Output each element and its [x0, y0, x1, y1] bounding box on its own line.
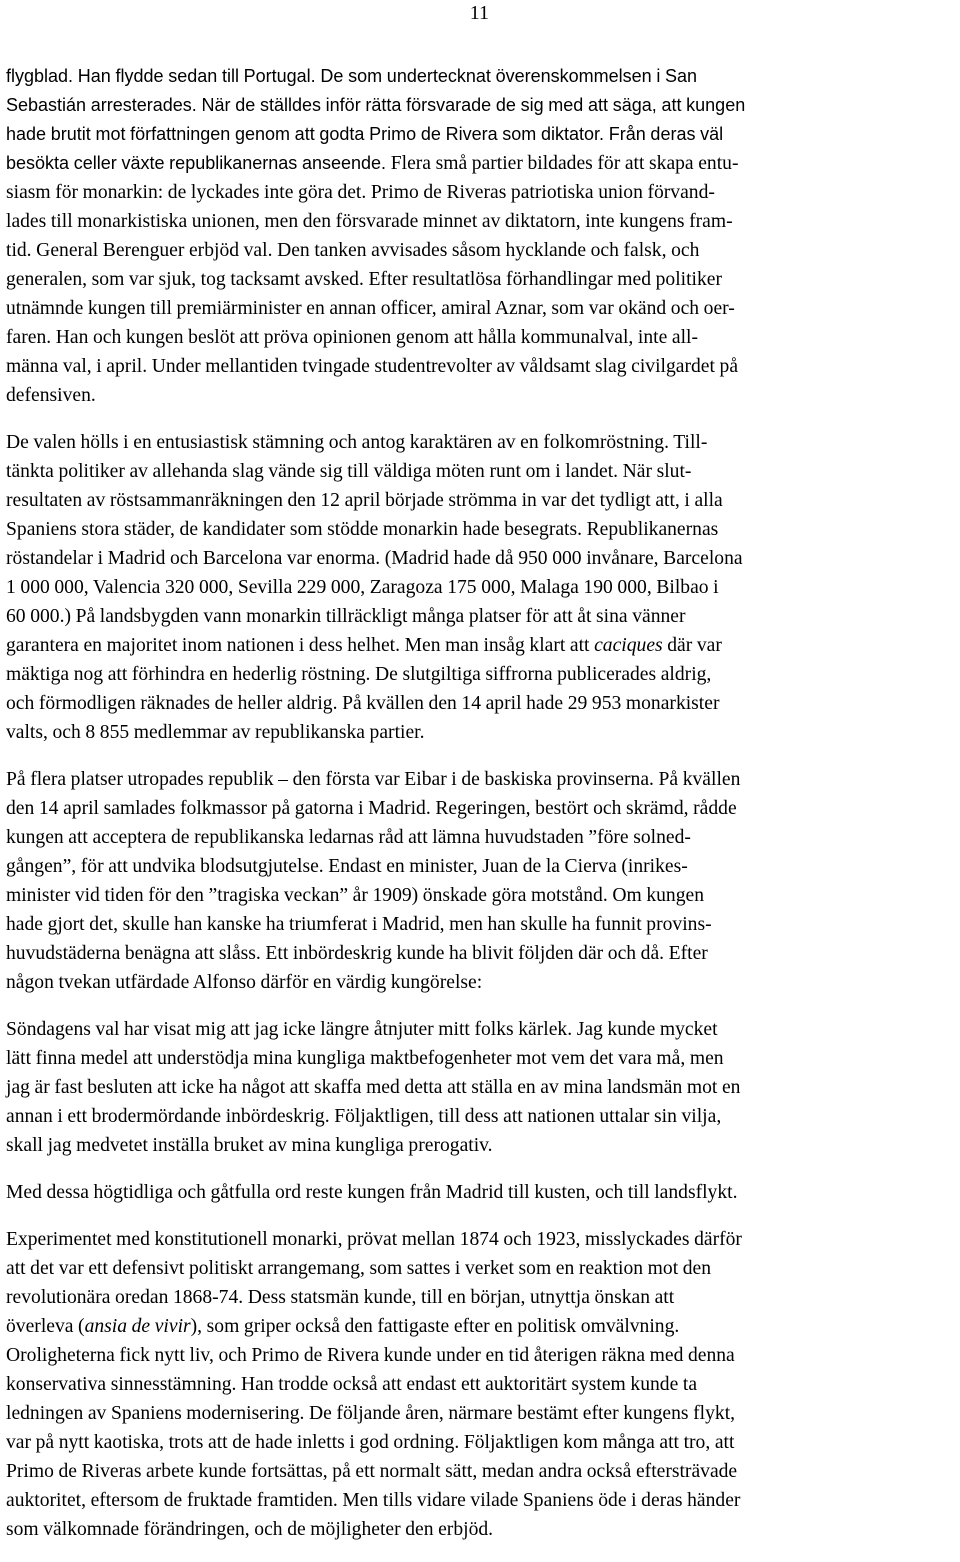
- text-segment: tänkta politiker av allehanda slag vände sig till väldiga möten runt om i landet. När slut-: [6, 461, 692, 482]
- text-line: [6, 1428, 954, 1457]
- text-line: [6, 1515, 954, 1544]
- text-line: [6, 515, 954, 544]
- text-segment: 60 000.) På landsbygden vann monarkin tillräckligt många platser för att åt sina vänner: [6, 606, 686, 627]
- text-line: [6, 381, 954, 410]
- text-segment: minister vid tiden för den ”tragiska veckan” år 1909) önskade göra motstånd. Om kungen: [6, 885, 705, 906]
- text-line: [6, 120, 954, 149]
- text-segment: Oroligheterna fick nytt liv, och Primo de Rivera kunde under en tid återigen räkna med denna: [6, 1345, 735, 1366]
- text-line: [6, 602, 954, 631]
- text-segment: hade gjort det, skulle han kanske ha triumferat i Madrid, men han skulle ha funnit provins-: [6, 914, 712, 935]
- text-line: [6, 457, 954, 486]
- text-line: [6, 881, 954, 910]
- text-segment: valts, och 8 855 medlemmar av republikanska partier.: [6, 722, 425, 743]
- text-segment: resultaten av röstsammanräkningen den 12 april började strömma in var det tydligt att, i alla: [6, 490, 723, 511]
- paragraph: [6, 1178, 954, 1207]
- paragraph: [6, 428, 954, 747]
- text-segment: utnämnde kungen till premiärminister en annan officer, amiral Aznar, som var okänd och oer-: [6, 298, 735, 319]
- text-line: [6, 1131, 954, 1160]
- page-number: 11: [469, 2, 489, 24]
- text-line: [6, 323, 954, 352]
- text-segment: hade brutit mot författningen genom att godta Primo de Rivera som diktator. Från deras väl: [6, 124, 724, 144]
- text-segment: 1 000 000, Valencia 320 000, Sevilla 229 000, Zaragoza 175 000, Malaga 190 000, Bilbao i: [6, 577, 719, 598]
- text-segment: skall jag medvetet inställa bruket av mina kungliga prerogativ.: [6, 1135, 493, 1156]
- text-segment: som välkomnade förändringen, och de möjligheter den erbjöd.: [6, 1519, 494, 1540]
- text-segment: någon tvekan utfärdade Alfonso därför en värdig kungörelse:: [6, 972, 483, 993]
- text-segment: där var: [662, 635, 722, 656]
- text-segment: lades till monarkistiska unionen, men den försvarade minnet av diktatorn, inte kungens fram-: [6, 211, 733, 232]
- text-line: [6, 689, 954, 718]
- text-line: [6, 1370, 954, 1399]
- text-line: [6, 428, 954, 457]
- text-segment: jag är fast besluten att icke ha något att skaffa med detta att ställa en av mina landsmän mot en: [6, 1077, 741, 1098]
- text-line: [6, 573, 954, 602]
- paragraph: [6, 62, 954, 410]
- text-line: [6, 1457, 954, 1486]
- text-line: [6, 178, 954, 207]
- text-segment: lätt finna medel att understödja mina kungliga maktbefogenheter mot vem det vara må, men: [6, 1048, 724, 1069]
- text-segment: revolutionära oredan 1868-74. Dess statsmän kunde, till en början, utnyttja önskan att: [6, 1287, 675, 1308]
- text-segment: var på nytt kaotiska, trots att de hade inletts i god ordning. Följaktligen kom många att tro, att: [6, 1432, 735, 1453]
- text-line: [6, 852, 954, 881]
- text-segment: På flera platser utropades republik – den första var Eibar i de baskiska provinserna. På kvällen: [6, 769, 741, 790]
- paragraph: [6, 1015, 954, 1160]
- text-segment: röstandelar i Madrid och Barcelona var enorma. (Madrid hade då 950 000 invånare, Barcelona: [6, 548, 743, 569]
- text-line: [6, 1178, 954, 1207]
- text-line: [6, 1044, 954, 1073]
- text-segment: och förmodligen räknades de heller aldrig. På kvällen den 14 april hade 29 953 monarkister: [6, 693, 720, 714]
- text-segment: den 14 april samlades folkmassor på gatorna i Madrid. Regeringen, bestört och skrämd, rådde: [6, 798, 737, 819]
- text-segment: Sebastián arresterades. När de ställdes inför rätta försvarade de sig med att säga, att kungen: [6, 95, 746, 115]
- paragraph: [6, 1225, 954, 1544]
- text-line: [6, 207, 954, 236]
- text-line: [6, 1486, 954, 1515]
- text-segment: annan i ett brodermördande inbördeskrig. Följaktligen, till dess att nationen uttalar sin vilja,: [6, 1106, 722, 1127]
- text-line: [6, 1225, 954, 1254]
- text-segment: faren. Han och kungen beslöt att pröva opinionen genom att hålla kommunalval, inte all-: [6, 327, 699, 348]
- text-line: [6, 939, 954, 968]
- text-segment: Med dessa högtidliga och gåtfulla ord reste kungen från Madrid till kusten, och till landsflykt.: [6, 1182, 738, 1203]
- text-line: [6, 1254, 954, 1283]
- text-segment: Spaniens stora städer, de kandidater som stödde monarkin hade besegrats. Republikanernas: [6, 519, 719, 540]
- text-line: [6, 1102, 954, 1131]
- text-segment: huvudstäderna benägna att slåss. Ett inbördeskrig kunde ha blivit följden där och då. Efter: [6, 943, 708, 964]
- text-line: [6, 1283, 954, 1312]
- text-segment: tid. General Berenguer erbjöd val. Den tanken avvisades såsom hycklande och falsk, och: [6, 240, 700, 261]
- text-line: [6, 352, 954, 381]
- text-segment: generalen, som var sjuk, tog tacksamt avsked. Efter resultatlösa förhandlingar med politiker: [6, 269, 723, 290]
- text-segment: auktoritet, eftersom de fruktade framtiden. Men tills vidare vilade Spaniens öde i deras händer: [6, 1490, 741, 1511]
- text-line: [6, 1015, 954, 1044]
- text-line: [6, 1073, 954, 1102]
- text-line: [6, 765, 954, 794]
- text-segment: att det var ett defensivt politiskt arrangemang, som sattes i verket som en reaktion mot den: [6, 1258, 712, 1279]
- text-line: [6, 294, 954, 323]
- text-segment: De valen hölls i en entusiastisk stämning och antog karaktären av en folkomröstning. Till-: [6, 432, 708, 453]
- text-segment: ledningen av Spaniens modernisering. De följande åren, närmare bestämt efter kungens flykt,: [6, 1403, 736, 1424]
- text-line: [6, 91, 954, 120]
- text-segment: männa val, i april. Under mellantiden tvingade studentrevolter av våldsamt slag civilgardet på: [6, 356, 739, 377]
- text-line: [6, 544, 954, 573]
- text-line: [6, 910, 954, 939]
- text-line: [6, 149, 954, 178]
- text-line: [6, 718, 954, 747]
- text-line: [6, 660, 954, 689]
- text-line: [6, 1399, 954, 1428]
- text-segment: siasm för monarkin: de lyckades inte göra det. Primo de Riveras patriotiska union förvand-: [6, 182, 715, 203]
- text-line: [6, 823, 954, 852]
- text-line: [6, 1312, 954, 1341]
- paragraph: [6, 765, 954, 997]
- text-segment: Primo de Riveras arbete kunde fortsättas, på ett normalt sätt, medan andra också eftersträvade: [6, 1461, 738, 1482]
- text-segment: Experimentet med konstitutionell monarki, prövat mellan 1874 och 1923, misslyckades därför: [6, 1229, 742, 1250]
- text-line: [6, 265, 954, 294]
- text-segment: besökta celler växte republikanernas anseende.: [6, 153, 391, 173]
- text-line: [6, 794, 954, 823]
- text-line: [6, 631, 954, 660]
- text-line: [6, 1341, 954, 1370]
- italic-term: ansia de vivir: [84, 1316, 191, 1337]
- text-line: [6, 968, 954, 997]
- text-segment: Flera små partier bildades för att skapa entu-: [390, 153, 739, 174]
- text-line: [6, 486, 954, 515]
- text-line: [6, 62, 954, 91]
- text-segment: ), som griper också den fattigaste efter en politisk omvälvning.: [190, 1316, 680, 1337]
- text-segment: kungen att acceptera de republikanska ledarnas råd att lämna huvudstaden ”före solned-: [6, 827, 691, 848]
- document-body: [6, 62, 954, 1562]
- text-segment: överleva (: [6, 1316, 85, 1337]
- text-segment: defensiven.: [6, 385, 96, 406]
- text-segment: Söndagens val har visat mig att jag icke längre åtnjuter mitt folks kärlek. Jag kunde mycket: [6, 1019, 718, 1040]
- text-line: [6, 236, 954, 265]
- text-segment: flygblad. Han flydde sedan till Portugal. De som undertecknat överenskommelsen i San: [6, 66, 698, 86]
- italic-term: caciques: [594, 635, 663, 656]
- text-segment: konservativa sinnesstämning. Han trodde också att endast ett auktoritärt system kunde ta: [6, 1374, 698, 1395]
- text-segment: gången”, för att undvika blodsutgjutelse. Endast en minister, Juan de la Cierva (inrikes-: [6, 856, 688, 877]
- text-segment: mäktiga nog att förhindra en hederlig röstning. De slutgiltiga siffrorna publicerades aldrig,: [6, 664, 712, 685]
- text-segment: garantera en majoritet inom nationen i dess helhet. Men man insåg klart att: [6, 635, 595, 656]
